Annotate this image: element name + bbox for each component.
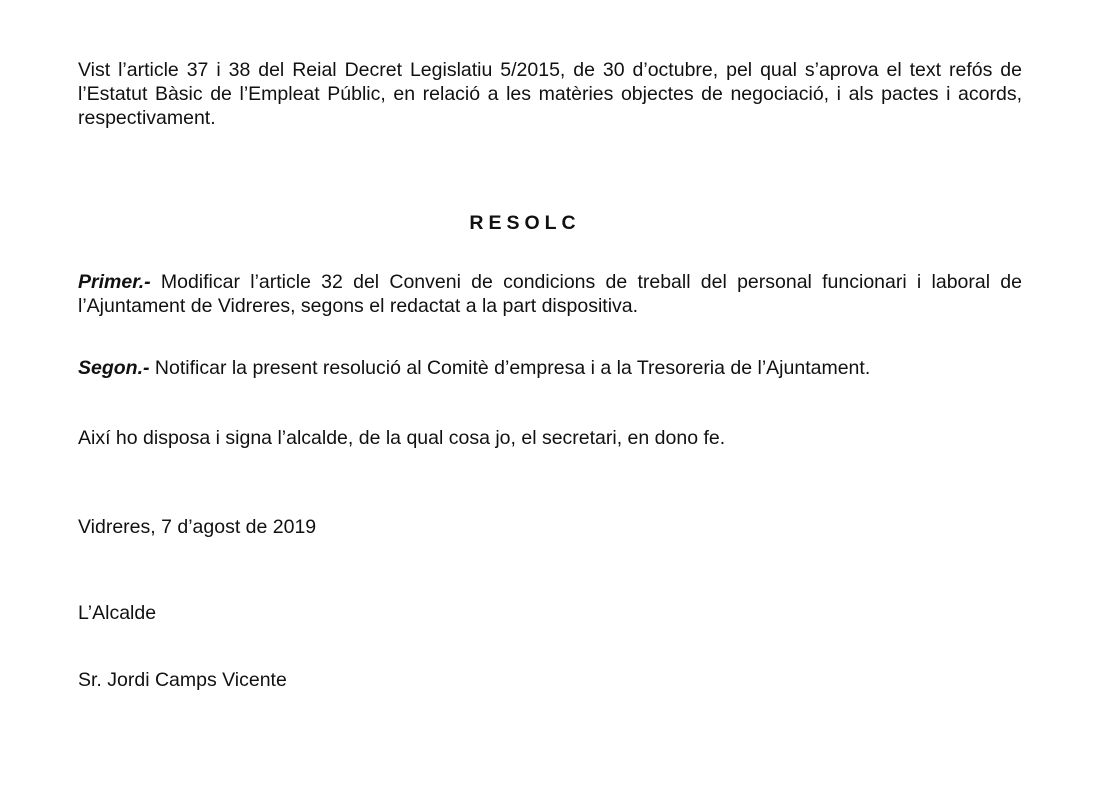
item-text: Notificar la present resolució al Comitè d’empresa i a la Tresoreria de l’Ajuntament. [149,357,871,379]
signer-title: L’Alcalde [78,602,157,624]
item-label: Segon.- [78,357,150,379]
intro-paragraph: Vist l’article 37 i 38 del Reial Decret Legislatiu 5/2015, de 30 d’octubre, pel qual s’aprova el text refós de l’Estatut Bàsic de l’Empleat Públic, en relació a les matèries objectes de negociació, i als pactes i acords, respectivament. [78,59,1022,129]
signer-name: Sr. Jordi Camps Vicente [78,669,287,691]
closing-statement: Així ho disposa i signa l’alcalde, de la qual cosa jo, el secretari, en dono fe. [78,427,726,449]
place-date: Vidreres, 7 d’agost de 2019 [78,516,317,538]
resolution-heading: RESOLC [469,212,581,234]
item-text: Modificar l’article 32 del Conveni de condicions de treball del personal funcionari i laboral de l’Ajuntament de Vidreres, segons el redactat a la part dispositiva. [78,271,1022,317]
item-segon [78,356,1022,380]
item-primer [78,270,1022,318]
item-label: Primer.- [78,271,151,293]
